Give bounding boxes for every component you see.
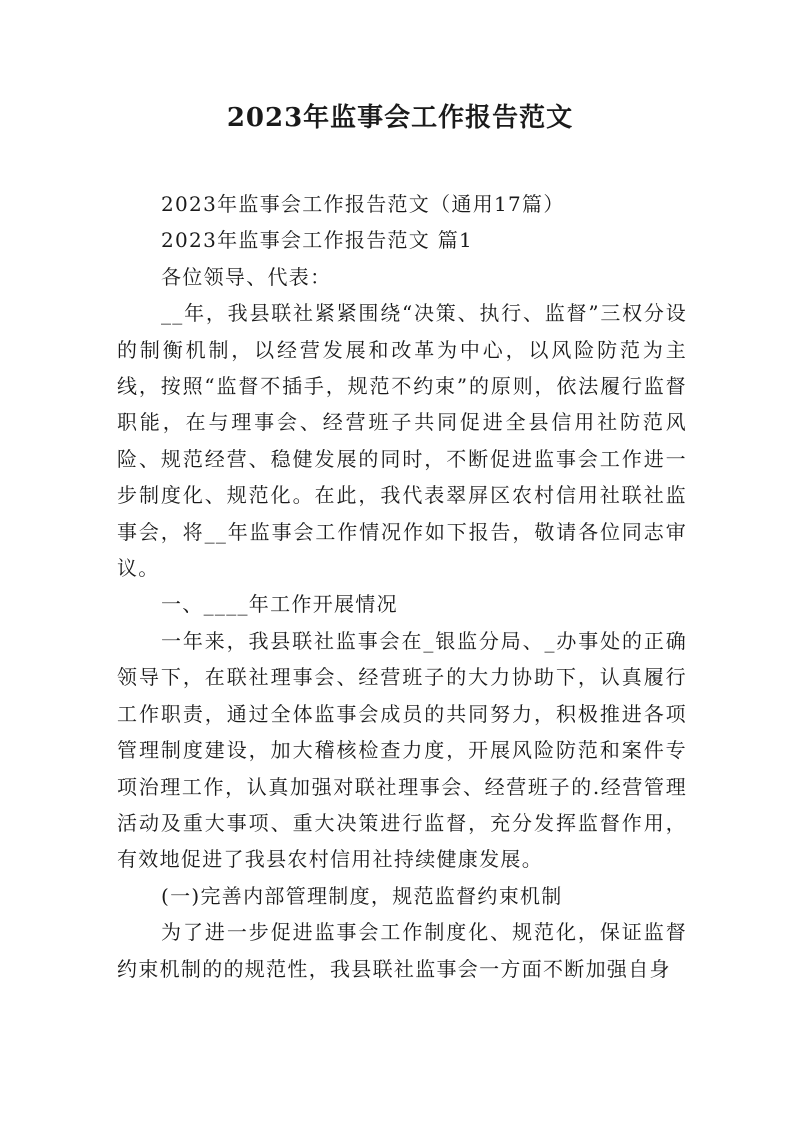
subtitle-paragraph: 2023年监事会工作报告范文（通用17篇） [161,192,565,216]
section-heading: 一、____年工作开展情况 [161,592,398,617]
body-paragraph: 一年来，我县联社监事会在_银监分局、_办事处的正确领导下，在联社理事会、经营班子的大力协助下，认真履行工作职责，通过全体监事会成员的共同努力，积极推进各项管理制度建设，加大稽核检查力度，开展风险防范和案件专项治理工作，认真加强对联社理事会、经营班子的.经营管理活动及重大事项、重大决策进行监督，充分发挥监督作用，有效地促进了我县农村信用社持续健康发展。 [117,628,687,872]
section-heading: 2023年监事会工作报告范文 篇1 [161,228,474,253]
document-body [117,186,687,987]
document-title: 2023年监事会工作报告范文 [226,103,574,133]
body-paragraph: 为了进一步促进监事会工作制度化、规范化，保证监督约束机制的的规范性，我县联社监事会一方面不断加强自身 [117,920,687,981]
salutation-paragraph: 各位领导、代表： [161,264,332,289]
body-paragraph: __年，我县联社紧紧围绕“决策、执行、监督”三权分设的制衡机制，以经营发展和改革为中心，以风险防范为主线，按照“监督不插手，规范不约束”的原则，依法履行监督职能，在与理事会、经营班子共同促进全县信用社防范风险、规范经营、稳健发展的同时，不断促进监事会工作进一步制度化、规范化。在此，我代表翠屏区农村信用社联社监事会，将__年监事会工作情况作如下报告，敬请各位同志审议。 [117,301,687,581]
subsection-heading: (一)完善内部管理制度，规范监督约束机制 [161,883,563,908]
